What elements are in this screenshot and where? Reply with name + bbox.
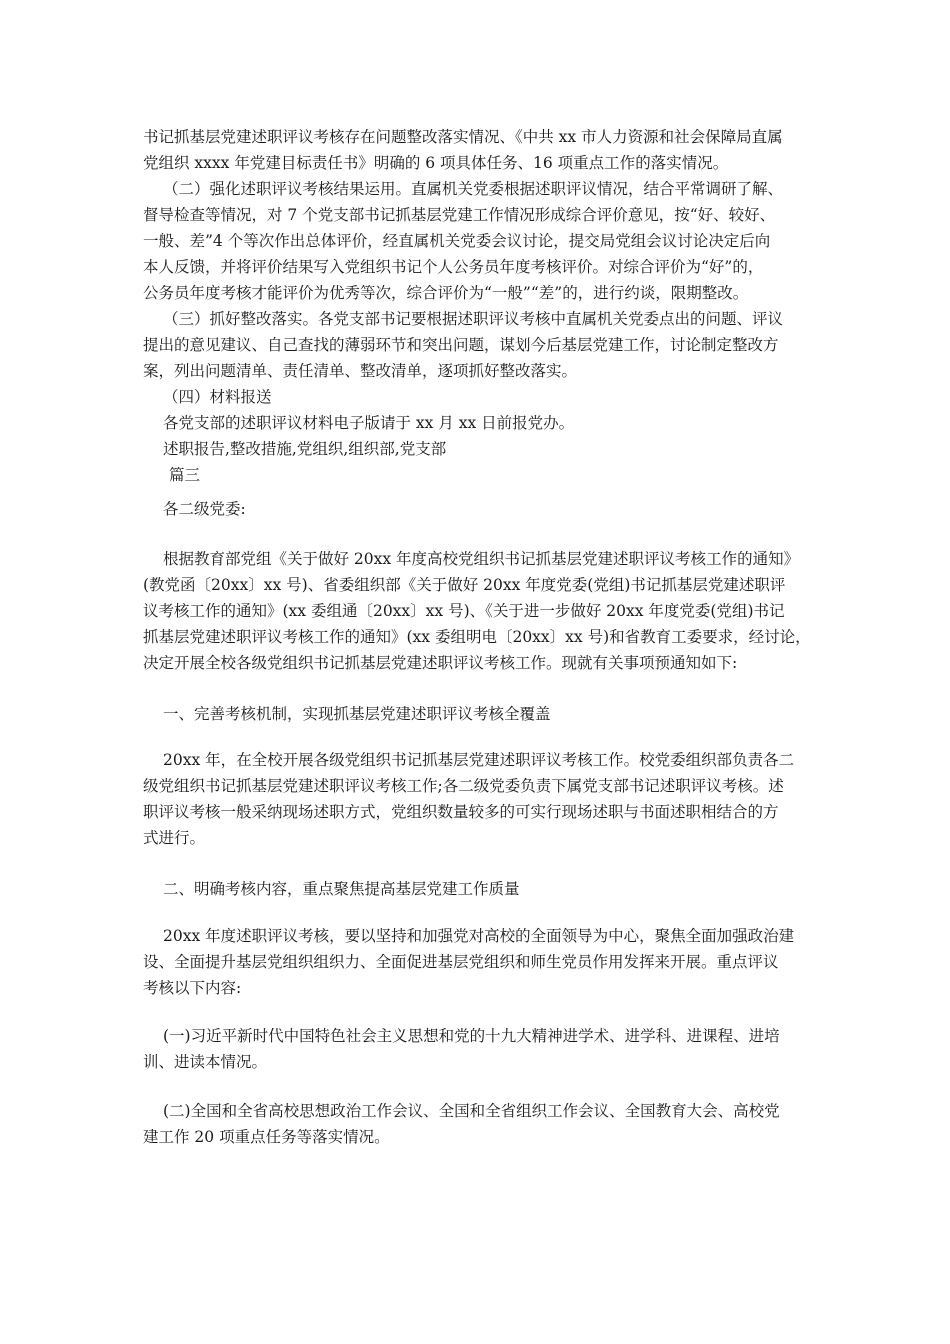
list-item bbox=[143, 1023, 813, 1075]
text-line: 职评议考核一般采纳现场述职方式，党组织数量较多的可实行现场述职与书面述职相结合的方 bbox=[143, 803, 779, 821]
text-line: 提出的意见建议、自己查找的薄弱环节和突出问题，谋划今后基层党建工作，讨论制定整改方 bbox=[143, 336, 779, 354]
section-continuation bbox=[143, 124, 813, 488]
text-line: 抓基层党建述职评议考核工作的通知》(xx 委组明电〔20xx〕xx 号)和省教育工委要求，经讨论， bbox=[143, 628, 811, 646]
text-line: 20xx 年，在全校开展各级党组织书记抓基层党建述职评议考核工作。校党委组织部负责各二 bbox=[163, 751, 795, 769]
text-line: 各党支部的述职评议材料电子版请于 xx 月 xx 日前报党办。 bbox=[163, 414, 575, 432]
salutation: 各二级党委: bbox=[163, 500, 246, 518]
paragraph-mechanism bbox=[143, 747, 813, 851]
text-line: 根据教育部党组《关于做好 20xx 年度高校党组织书记抓基层党建述职评议考核工作的通知》 bbox=[163, 550, 800, 568]
text-line: 决定开展全校各级党组织书记抓基层党建述职评议考核工作。现就有关事项预通知如下: bbox=[143, 654, 738, 672]
text-line: 设、全面提升基层党组织组织力、全面促进基层党组织和师生党员作用发挥来开展。重点评议 bbox=[143, 953, 779, 971]
text-line: 建工作 20 项重点任务等落实情况。 bbox=[143, 1128, 390, 1146]
text-line: 考核以下内容: bbox=[143, 979, 242, 997]
text-line: 督导检查等情况，对 7 个党支部书记抓基层党建工作情况形成综合评价意见，按“好、较好、 bbox=[143, 206, 776, 224]
paragraph-content bbox=[143, 923, 813, 1001]
section-label: 篇三 bbox=[169, 466, 201, 484]
text-line: 式进行。 bbox=[143, 829, 206, 847]
list-item bbox=[143, 1098, 813, 1150]
subheading: （四）材料报送 bbox=[163, 388, 272, 406]
heading-block bbox=[143, 701, 813, 727]
text-line: 训、进读本情况。 bbox=[143, 1053, 268, 1071]
text-line: （三）抓好整改落实。各党支部书记要根据述职评议考核中直属机关党委点出的问题、评议 bbox=[163, 310, 784, 328]
text-line: 20xx 年度述职评议考核，要以坚持和加强党对高校的全面领导为中心，聚焦全面加强政治建 bbox=[163, 927, 795, 945]
salutation-block bbox=[143, 496, 813, 522]
heading-block bbox=[143, 876, 813, 902]
section-heading: 二、明确考核内容，重点聚焦提高基层党建工作质量 bbox=[163, 880, 520, 898]
paragraph-notice bbox=[143, 546, 813, 676]
text-line: 案，列出问题清单、责任清单、整改清单，逐项抓好整改落实。 bbox=[143, 362, 578, 380]
text-line: 公务员年度考核才能评价为优秀等次，综合评价为“一般”“差”的，进行约谈，限期整改。 bbox=[143, 284, 749, 302]
text-line: 一般、差”4 个等次作出总体评价，经直属机关党委会议讨论，提交局党组会议讨论决定后向 bbox=[143, 232, 771, 250]
text-line: （二）强化述职评议考核结果运用。直属机关党委根据述职评议情况，结合平常调研了解、 bbox=[163, 180, 784, 198]
text-line: 级党组织书记抓基层党建述职评议考核工作;各二级党委负责下属党支部书记述职评议考核。述 bbox=[143, 777, 784, 795]
text-line: 书记抓基层党建述职评议考核存在问题整改落实情况、《中共 xx 市人力资源和社会保障局直属 bbox=[143, 128, 783, 146]
text-line: 议考核工作的通知》(xx 委组通〔20xx〕xx 号)、《关于进一步做好 20xx 年度党委(党组)书记 bbox=[143, 602, 785, 620]
section-heading: 一、完善考核机制，实现抓基层党建述职评议考核全覆盖 bbox=[163, 705, 551, 723]
text-line: (二)全国和全省高校思想政治工作会议、全国和全省组织工作会议、全国教育大会、高校党 bbox=[163, 1102, 780, 1120]
text-line: (教党函〔20xx〕xx 号)、省委组织部《关于做好 20xx 年度党委(党组)书记抓基层党建述职评 bbox=[143, 576, 786, 594]
text-line: (一)习近平新时代中国特色社会主义思想和党的十九大精神进学术、进学科、进课程、进培 bbox=[163, 1027, 780, 1045]
keywords-line: 述职报告,整改措施,党组织,组织部,党支部 bbox=[163, 440, 447, 458]
text-line: 党组织 xxxx 年党建目标责任书》明确的 6 项具体任务、16 项重点工作的落实情况。 bbox=[143, 154, 729, 172]
text-line: 本人反馈，并将评价结果写入党组织书记个人公务员年度考核评价。对综合评价为“好”的， bbox=[143, 258, 764, 276]
